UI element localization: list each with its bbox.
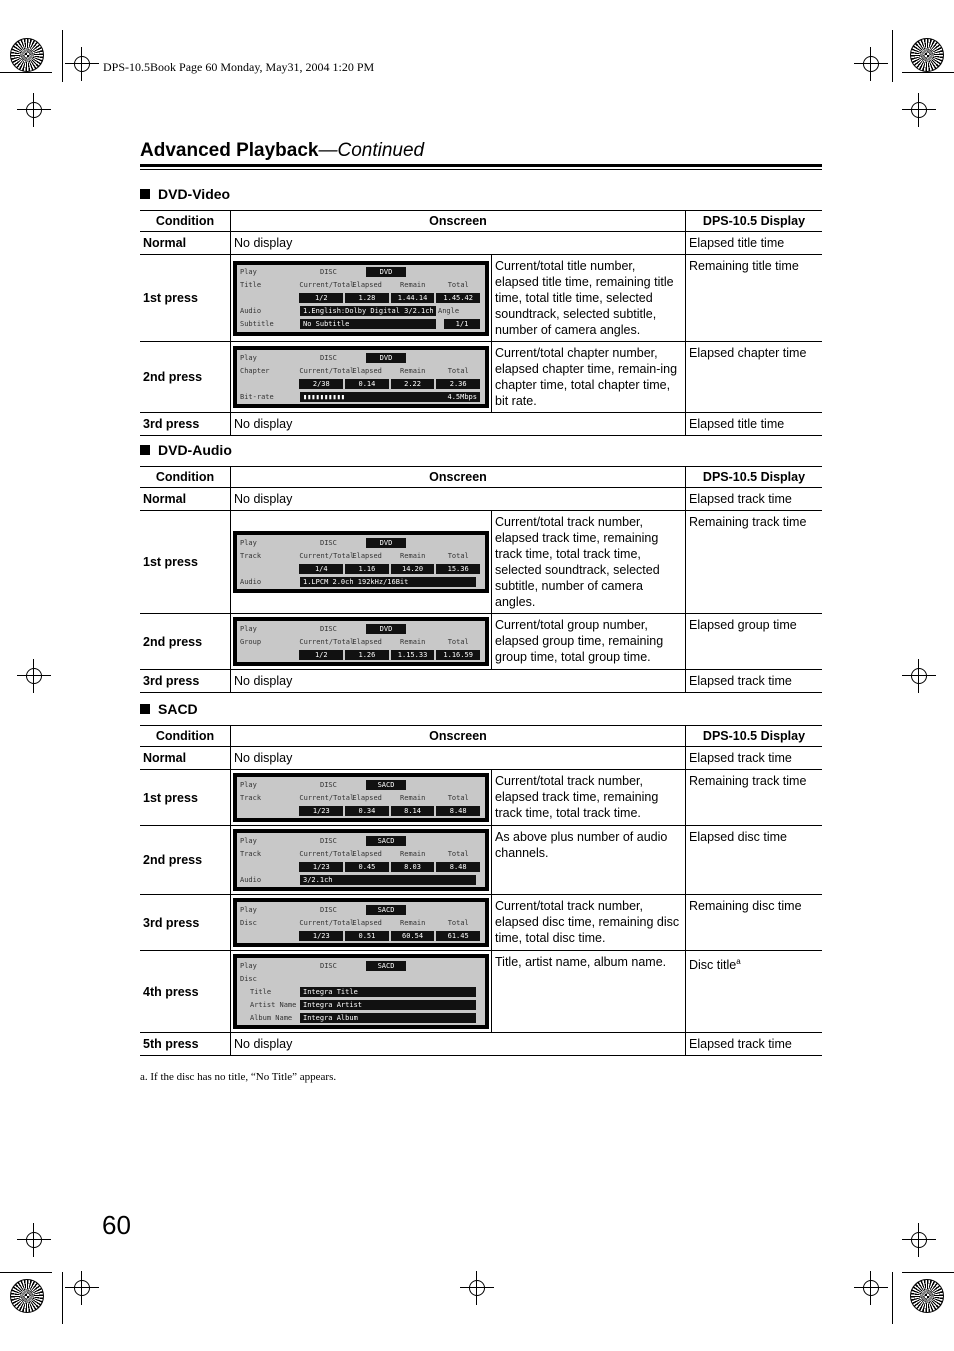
display-text: Elapsed disc time bbox=[689, 830, 787, 844]
osd-column-header: Current/Total bbox=[299, 793, 355, 802]
osd-value: 1.28 bbox=[345, 293, 389, 303]
osd-disc-label: DISC bbox=[320, 353, 337, 362]
crop-mark bbox=[0, 1272, 52, 1273]
display-text: Elapsed track time bbox=[689, 674, 792, 688]
osd-value: 1.15.33 bbox=[391, 650, 435, 660]
table-row bbox=[140, 670, 822, 693]
osd-item-label: Chapter bbox=[240, 366, 270, 375]
display-cell bbox=[686, 770, 823, 826]
osd-column-header: Remain bbox=[400, 918, 426, 927]
display-cell bbox=[686, 511, 823, 614]
osd-value: 0.51 bbox=[345, 931, 389, 941]
display-cell bbox=[686, 232, 823, 255]
osd-value: 1.16 bbox=[345, 564, 389, 574]
condition-cell: 2nd press bbox=[140, 826, 231, 895]
osd-play-label: Play bbox=[240, 905, 257, 914]
condition-cell: Normal bbox=[140, 232, 231, 255]
description-cell: Current/total track number, elapsed disc time, remaining disc time, total disc time. bbox=[492, 895, 686, 951]
crop-mark bbox=[902, 72, 954, 73]
osd-disc-type: SACD bbox=[366, 905, 406, 915]
osd-column-header: Current/Total bbox=[299, 281, 355, 289]
column-header-onscreen: Onscreen bbox=[231, 211, 686, 232]
crop-mark bbox=[62, 30, 63, 82]
osd-value: 60.54 bbox=[391, 931, 435, 941]
osd-info-label: Artist Name bbox=[250, 1000, 297, 1009]
description-cell: Current/total title number, elapsed title time, remaining title time, total title time, selected soundtrack, selected subtitle, number of camera angles. bbox=[492, 255, 686, 342]
printer-slug: DPS-10.5Book Page 60 Monday, May31, 2004 1:20 PM bbox=[103, 60, 375, 74]
condition-cell: 1st press bbox=[140, 770, 231, 826]
display-cell bbox=[686, 895, 823, 951]
osd-disc-type: DVD bbox=[366, 267, 406, 277]
osd-angle-value: 1/1 bbox=[444, 319, 480, 329]
osd-column-header: Current/Total bbox=[299, 551, 355, 560]
display-cell bbox=[686, 826, 823, 895]
table-row bbox=[140, 951, 822, 1033]
osd-column-header: Current/Total bbox=[299, 849, 355, 858]
osd-item-label: Disc bbox=[240, 974, 257, 983]
crop-mark bbox=[62, 1272, 63, 1324]
onscreen-display-image bbox=[231, 255, 492, 342]
condition-cell: 4th press bbox=[140, 951, 231, 1033]
square-bullet-icon bbox=[140, 704, 150, 714]
title-rule bbox=[140, 164, 822, 167]
osd-column-header: Remain bbox=[400, 793, 426, 802]
display-cell bbox=[686, 951, 823, 1033]
osd-audio-value: 1.English:Dolby Digital 3/2.1ch bbox=[300, 306, 436, 316]
header-row bbox=[140, 467, 822, 488]
osd-value: 1/23 bbox=[299, 806, 343, 816]
osd-value: 0.45 bbox=[345, 862, 389, 872]
osd-item-label: Track bbox=[240, 551, 262, 560]
column-header-condition: Condition bbox=[140, 211, 231, 232]
osd-disc-label: DISC bbox=[320, 905, 337, 914]
osd-column-header: Elapsed bbox=[352, 849, 382, 858]
osd-disc-label: DISC bbox=[320, 538, 337, 547]
osd-audio-label: Audio bbox=[240, 875, 262, 884]
title-rule-thin bbox=[140, 169, 822, 170]
osd-value: 1.45.42 bbox=[436, 293, 480, 303]
osd-value: 1.16.59 bbox=[436, 650, 480, 660]
crosshair-icon bbox=[911, 668, 927, 684]
crosshair-icon bbox=[911, 1232, 927, 1248]
osd-column-header: Elapsed bbox=[352, 918, 382, 927]
table-row bbox=[140, 747, 822, 770]
display-cell bbox=[686, 747, 823, 770]
section-title bbox=[140, 186, 230, 202]
display-cell bbox=[686, 413, 823, 436]
osd-item-label: Disc bbox=[240, 918, 257, 927]
table-row bbox=[140, 488, 822, 511]
onscreen-display-image bbox=[231, 342, 492, 413]
onscreen-cell: No display bbox=[231, 232, 686, 255]
osd-info-value: Integra Album bbox=[300, 1013, 476, 1023]
osd-column-header: Total bbox=[447, 366, 469, 375]
osd-value: 1/23 bbox=[299, 862, 343, 872]
table-row bbox=[140, 770, 822, 826]
crosshair-icon bbox=[863, 1280, 879, 1296]
footnote: a. If the disc has no title, “No Title” appears. bbox=[140, 1071, 337, 1083]
column-header-display: DPS-10.5 Display bbox=[686, 211, 823, 232]
osd-info-label: Album Name bbox=[250, 1013, 293, 1022]
osd-value: 61.45 bbox=[436, 931, 480, 941]
osd-item-label: Track bbox=[240, 849, 262, 858]
table-row bbox=[140, 1033, 822, 1056]
display-text: Remaining track time bbox=[689, 515, 807, 529]
osd-value: 0.14 bbox=[345, 379, 389, 389]
section-title bbox=[140, 701, 198, 717]
osd-column-header: Current/Total bbox=[299, 366, 355, 375]
table-row bbox=[140, 614, 822, 670]
osd-disc-type: DVD bbox=[366, 353, 406, 363]
osd-play-label: Play bbox=[240, 538, 257, 547]
osd-column-header: Current/Total bbox=[299, 918, 355, 927]
osd-disc-type: SACD bbox=[366, 780, 406, 790]
description-cell: Current/total track number, elapsed track time, remaining track time, total track time, selected soundtrack, selected subtitle, number of camera angles. bbox=[492, 511, 686, 614]
column-header-condition: Condition bbox=[140, 726, 231, 747]
osd-column-header: Remain bbox=[400, 366, 426, 375]
condition-cell: 3rd press bbox=[140, 413, 231, 436]
condition-cell: 2nd press bbox=[140, 342, 231, 413]
display-cell bbox=[686, 670, 823, 693]
osd-column-header: Total bbox=[447, 793, 469, 802]
osd-value: 8.48 bbox=[436, 862, 480, 872]
osd-screen bbox=[233, 954, 489, 1029]
playback-table bbox=[140, 466, 822, 693]
osd-bitrate-label: Bit-rate bbox=[240, 392, 274, 401]
table-row bbox=[140, 826, 822, 895]
osd-column-header: Current/Total bbox=[299, 637, 355, 646]
osd-value: 8.14 bbox=[391, 806, 435, 816]
onscreen-cell: No display bbox=[231, 413, 686, 436]
table-row bbox=[140, 413, 822, 436]
osd-value: 2.22 bbox=[391, 379, 435, 389]
onscreen-display-image bbox=[231, 511, 492, 614]
onscreen-cell: No display bbox=[231, 1033, 686, 1056]
osd-disc-type: DVD bbox=[366, 624, 406, 634]
table-row bbox=[140, 232, 822, 255]
osd-column-header: Remain bbox=[400, 849, 426, 858]
page-title: Advanced Playback—Continued bbox=[140, 140, 425, 161]
osd-value: 1/4 bbox=[299, 564, 343, 574]
osd-item-label: Title bbox=[240, 281, 262, 289]
column-header-display: DPS-10.5 Display bbox=[686, 467, 823, 488]
crosshair-icon bbox=[74, 1280, 90, 1296]
onscreen-display-image bbox=[231, 614, 492, 670]
display-text: Remaining title time bbox=[689, 259, 799, 273]
osd-info-value: Integra Artist bbox=[300, 1000, 476, 1010]
condition-cell: Normal bbox=[140, 488, 231, 511]
display-text: Remaining disc time bbox=[689, 899, 802, 913]
crosshair-icon bbox=[26, 668, 42, 684]
condition-cell: 1st press bbox=[140, 255, 231, 342]
display-cell bbox=[686, 614, 823, 670]
osd-value: 1.26 bbox=[345, 650, 389, 660]
crosshair-icon bbox=[863, 56, 879, 72]
crosshair-icon bbox=[26, 102, 42, 118]
display-cell bbox=[686, 488, 823, 511]
table-row bbox=[140, 255, 822, 342]
square-bullet-icon bbox=[140, 445, 150, 455]
osd-play-label: Play bbox=[240, 353, 257, 362]
osd-column-header: Total bbox=[447, 551, 469, 560]
condition-cell: 3rd press bbox=[140, 670, 231, 693]
display-text: Remaining track time bbox=[689, 774, 807, 788]
osd-value: 8.03 bbox=[391, 862, 435, 872]
crop-mark bbox=[0, 72, 52, 73]
display-cell bbox=[686, 255, 823, 342]
osd-info-label: Title bbox=[250, 987, 272, 996]
display-text: Elapsed group time bbox=[689, 618, 797, 632]
osd-value: 1/2 bbox=[299, 293, 343, 303]
condition-cell: 2nd press bbox=[140, 614, 231, 670]
header-row bbox=[140, 726, 822, 747]
onscreen-display-image bbox=[231, 770, 492, 826]
crosshair-icon bbox=[469, 1280, 485, 1296]
osd-info-value: Integra Title bbox=[300, 987, 476, 997]
osd-column-header: Total bbox=[447, 918, 469, 927]
onscreen-display-image bbox=[231, 895, 492, 951]
table-row bbox=[140, 511, 822, 614]
osd-value: 15.36 bbox=[436, 564, 480, 574]
registration-mark-icon bbox=[10, 38, 44, 72]
osd-column-header: Elapsed bbox=[352, 551, 382, 560]
osd-column-header: Total bbox=[447, 281, 469, 289]
registration-mark-icon bbox=[910, 38, 944, 72]
onscreen-cell: No display bbox=[231, 488, 686, 511]
display-cell bbox=[686, 342, 823, 413]
osd-column-header: Total bbox=[447, 637, 469, 646]
osd-value: 8.48 bbox=[436, 806, 480, 816]
playback-table bbox=[140, 725, 822, 1056]
osd-play-label: Play bbox=[240, 624, 257, 633]
description-cell: Current/total group number, elapsed group time, remaining group time, total group time. bbox=[492, 614, 686, 670]
osd-column-header: Elapsed bbox=[352, 281, 382, 289]
crop-mark bbox=[892, 1272, 893, 1324]
square-bullet-icon bbox=[140, 189, 150, 199]
osd-column-header: Elapsed bbox=[352, 366, 382, 375]
osd-audio-label: Audio bbox=[240, 577, 262, 586]
page-number: 60 bbox=[102, 1210, 131, 1240]
crop-mark bbox=[902, 1272, 954, 1273]
osd-screen bbox=[233, 617, 489, 666]
display-text: Elapsed title time bbox=[689, 236, 785, 250]
osd-screen bbox=[233, 346, 489, 408]
onscreen-cell: No display bbox=[231, 670, 686, 693]
osd-value: 2/38 bbox=[299, 379, 343, 389]
osd-audio-label: Audio bbox=[240, 307, 262, 315]
osd-disc-type: DVD bbox=[366, 538, 406, 548]
condition-cell: 5th press bbox=[140, 1033, 231, 1056]
crosshair-icon bbox=[911, 102, 927, 118]
display-text: Elapsed track time bbox=[689, 751, 792, 765]
osd-column-header: Elapsed bbox=[352, 637, 382, 646]
osd-disc-label: DISC bbox=[320, 961, 337, 970]
crosshair-icon bbox=[26, 1232, 42, 1248]
osd-bitrate-bar: ▮▮▮▮▮▮▮▮▮▮ 4.5Mbps bbox=[300, 392, 480, 402]
osd-column-header: Remain bbox=[400, 637, 426, 646]
section-title-text: DVD-Audio bbox=[158, 442, 232, 458]
osd-value: 14.20 bbox=[391, 564, 435, 574]
column-header-onscreen: Onscreen bbox=[231, 467, 686, 488]
osd-subtitle-value: No Subtitle bbox=[300, 319, 436, 329]
display-text: Elapsed chapter time bbox=[689, 346, 807, 360]
table-row bbox=[140, 895, 822, 951]
osd-screen bbox=[233, 829, 489, 891]
column-header-display: DPS-10.5 Display bbox=[686, 726, 823, 747]
osd-angle-label: Angle bbox=[438, 307, 460, 315]
osd-screen bbox=[233, 261, 489, 336]
header-row bbox=[140, 211, 822, 232]
display-text: Disc title bbox=[689, 958, 737, 973]
osd-subtitle-label: Subtitle bbox=[240, 320, 274, 328]
osd-play-label: Play bbox=[240, 780, 257, 789]
osd-value: 1.44.14 bbox=[391, 293, 435, 303]
osd-screen bbox=[233, 898, 489, 947]
description-cell: As above plus number of audio channels. bbox=[492, 826, 686, 895]
osd-bitrate-value: 4.5Mbps bbox=[447, 392, 477, 401]
osd-column-header: Remain bbox=[400, 551, 426, 560]
osd-value: 1/23 bbox=[299, 931, 343, 941]
display-text: Elapsed title time bbox=[689, 417, 785, 431]
osd-screen bbox=[233, 773, 489, 822]
description-cell: Current/total chapter number, elapsed chapter time, remain-ing chapter time, total chapter time, bit rate. bbox=[492, 342, 686, 413]
display-cell bbox=[686, 1033, 823, 1056]
osd-column-header: Total bbox=[447, 849, 469, 858]
osd-disc-label: DISC bbox=[320, 836, 337, 845]
condition-cell: 3rd press bbox=[140, 895, 231, 951]
onscreen-display-image bbox=[231, 826, 492, 895]
table-row bbox=[140, 342, 822, 413]
footnote-marker: a bbox=[736, 957, 741, 966]
osd-play-label: Play bbox=[240, 836, 257, 845]
description-cell: Title, artist name, album name. bbox=[492, 951, 686, 1033]
osd-screen bbox=[233, 531, 489, 593]
display-text: Elapsed track time bbox=[689, 1037, 792, 1051]
display-text: Elapsed track time bbox=[689, 492, 792, 506]
osd-disc-label: DISC bbox=[320, 624, 337, 633]
crop-mark bbox=[892, 30, 893, 82]
registration-mark-icon bbox=[10, 1279, 44, 1313]
column-header-onscreen: Onscreen bbox=[231, 726, 686, 747]
osd-audio-value: 1.LPCM 2.0ch 192kHz/16Bit bbox=[300, 577, 476, 587]
onscreen-display-image bbox=[231, 951, 492, 1033]
osd-audio-value: 3/2.1ch bbox=[300, 875, 476, 885]
condition-cell: 1st press bbox=[140, 511, 231, 614]
osd-column-header: Remain bbox=[400, 281, 426, 289]
osd-value: 0.34 bbox=[345, 806, 389, 816]
osd-disc-label: DISC bbox=[320, 780, 337, 789]
osd-value: 1/2 bbox=[299, 650, 343, 660]
column-header-condition: Condition bbox=[140, 467, 231, 488]
crosshair-icon bbox=[74, 56, 90, 72]
registration-mark-icon bbox=[910, 1279, 944, 1313]
osd-play-label: Play bbox=[240, 961, 257, 970]
section-title bbox=[140, 442, 232, 458]
osd-item-label: Track bbox=[240, 793, 262, 802]
description-cell: Current/total track number, elapsed track time, remaining track time, total track time. bbox=[492, 770, 686, 826]
onscreen-cell: No display bbox=[231, 747, 686, 770]
osd-disc-label: DISC bbox=[320, 268, 337, 276]
osd-value: 2.36 bbox=[436, 379, 480, 389]
osd-play-label: Play bbox=[240, 268, 257, 276]
osd-column-header: Elapsed bbox=[352, 793, 382, 802]
section-title-text: SACD bbox=[158, 701, 198, 717]
osd-disc-type: SACD bbox=[366, 961, 406, 971]
section-title-text: DVD-Video bbox=[158, 186, 231, 202]
osd-item-label: Group bbox=[240, 637, 262, 646]
playback-table bbox=[140, 210, 822, 436]
condition-cell: Normal bbox=[140, 747, 231, 770]
osd-disc-type: SACD bbox=[366, 836, 406, 846]
